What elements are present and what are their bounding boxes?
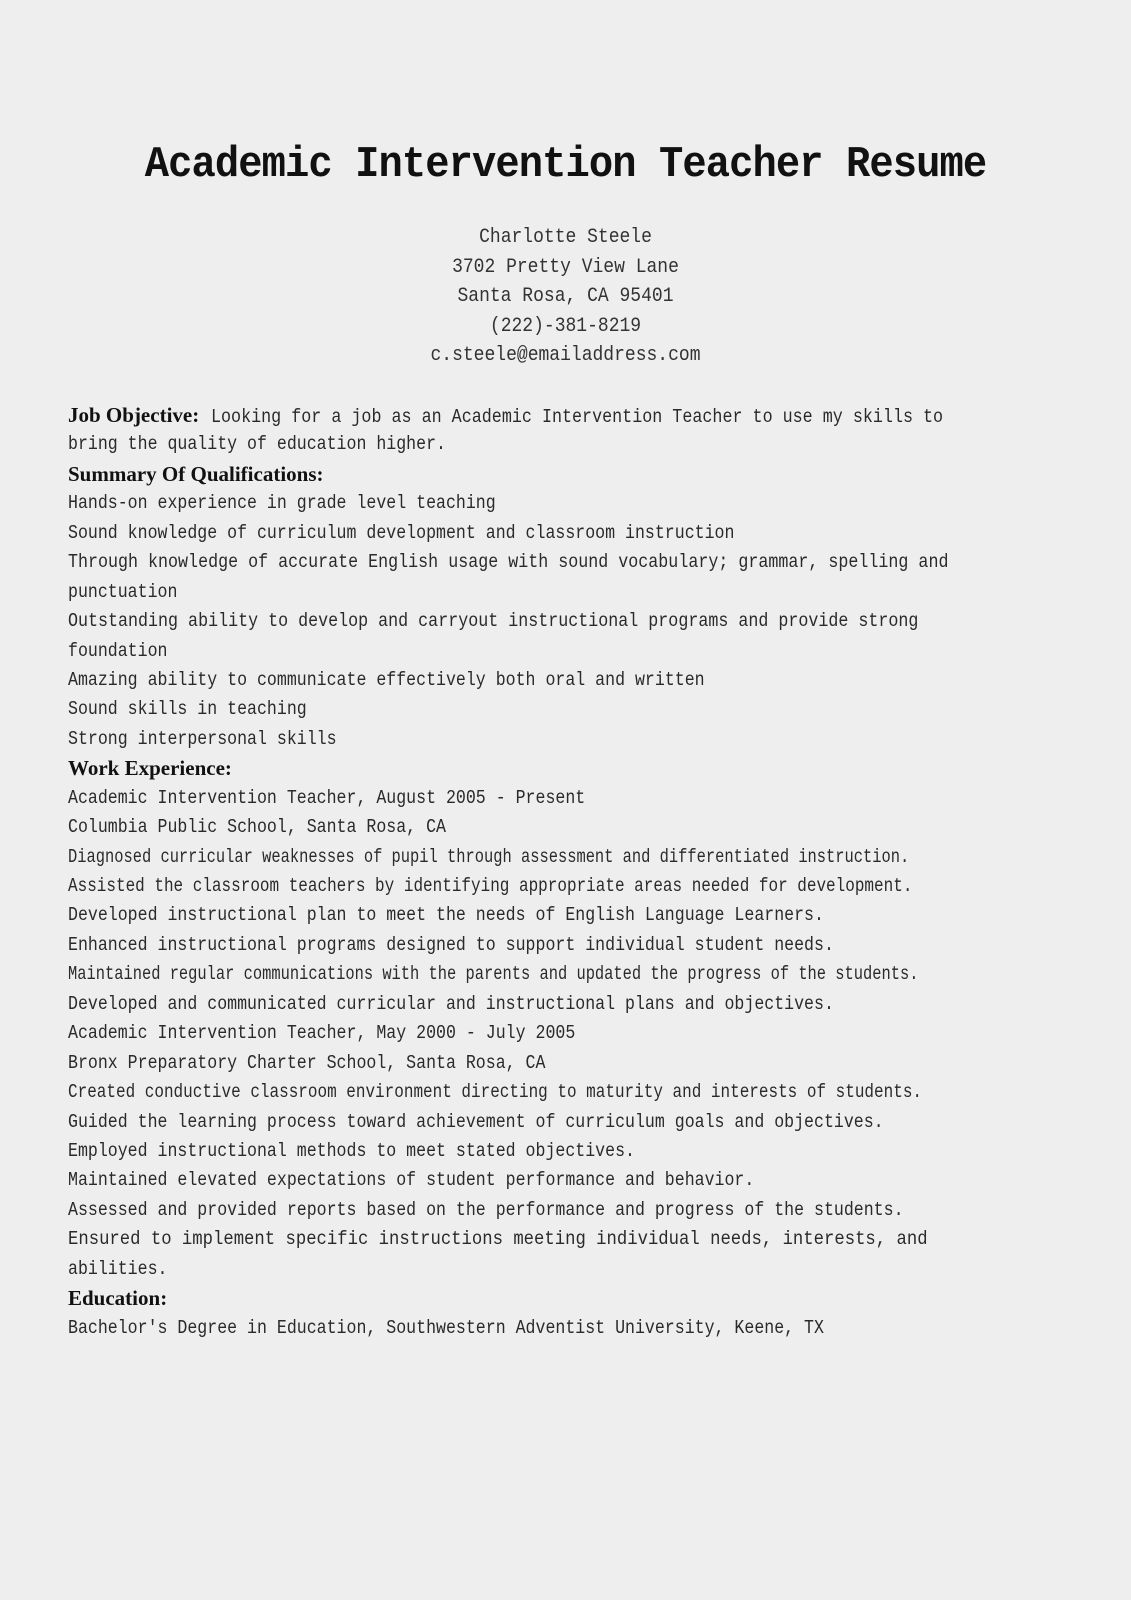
job-employer: Bronx Preparatory Charter School, Santa Rosa, CA [68, 1051, 546, 1074]
summary-item: Sound knowledge of curriculum development and classroom instruction [68, 521, 735, 544]
contact-block [0, 223, 1131, 371]
job-objective-text-cont: bring the quality of education higher. [68, 433, 446, 456]
summary-item: Through knowledge of accurate English usage with sound vocabulary; grammar, spelling and [68, 551, 949, 574]
job-duty: Ensured to implement specific instructions meeting individual needs, interests, and [68, 1228, 928, 1251]
education-heading: Education: [68, 1286, 168, 1311]
job-duty: Maintained elevated expectations of student performance and behavior. [68, 1169, 755, 1192]
summary-item: Strong interpersonal skills [68, 727, 337, 750]
resume-body [68, 401, 1064, 1343]
summary-item: Sound skills in teaching [68, 698, 307, 721]
job-duty: Employed instructional methods to meet stated objectives. [68, 1139, 635, 1162]
summary-item: Outstanding ability to develop and carryout instructional programs and provide strong [68, 610, 919, 633]
summary-item: punctuation [68, 580, 178, 603]
contact-phone: (222)-381-8219 [489, 314, 642, 338]
contact-city-state-zip: Santa Rosa, CA 95401 [457, 285, 674, 308]
contact-name: Charlotte Steele [479, 226, 652, 249]
job-duty: abilities. [68, 1257, 168, 1280]
job-employer: Columbia Public School, Santa Rosa, CA [68, 816, 446, 839]
job-duty: Assisted the classroom teachers by identifying appropriate areas needed for development. [68, 875, 913, 897]
work-experience-heading: Work Experience: [68, 756, 232, 781]
contact-address: 3702 Pretty View Lane [452, 255, 679, 279]
job-duty: Diagnosed curricular weaknesses of pupil through assessment and differentiated instruction. [68, 845, 910, 868]
job-duty: Created conductive classroom environment directing to maturity and interests of students. [68, 1081, 923, 1104]
job-title-dates: Academic Intervention Teacher, May 2000 - July 2005 [68, 1022, 576, 1045]
job-duty: Maintained regular communications with the parents and updated the progress of the students. [68, 963, 919, 986]
summary-item: foundation [68, 639, 168, 662]
contact-email: c.steele@emailaddress.com [430, 344, 701, 367]
summary-item: Hands-on experience in grade level teaching [68, 492, 496, 515]
job-objective [68, 401, 1064, 430]
job-objective-text: Looking for a job as an Academic Intervention Teacher to use my skills to [210, 406, 944, 428]
job-duty: Developed and communicated curricular and instructional plans and objectives. [68, 992, 834, 1015]
job-duty: Assessed and provided reports based on the performance and progress of the students. [68, 1198, 904, 1221]
summary-heading: Summary Of Qualifications: [68, 461, 324, 486]
job-duty: Enhanced instructional programs designed to support individual student needs. [68, 933, 834, 956]
education-item: Bachelor's Degree in Education, Southwestern Adventist University, Keene, TX [68, 1316, 824, 1339]
job-title-dates: Academic Intervention Teacher, August 2005 - Present [68, 786, 586, 809]
summary-item: Amazing ability to communicate effectively both oral and written [68, 668, 705, 691]
job-objective-label: Job Objective: [68, 403, 200, 427]
page-title: Academic Intervention Teacher Resume [144, 140, 987, 190]
job-duty: Guided the learning process toward achievement of curriculum goals and objectives. [68, 1110, 884, 1133]
job-duty: Developed instructional plan to meet the needs of English Language Learners. [68, 904, 824, 927]
